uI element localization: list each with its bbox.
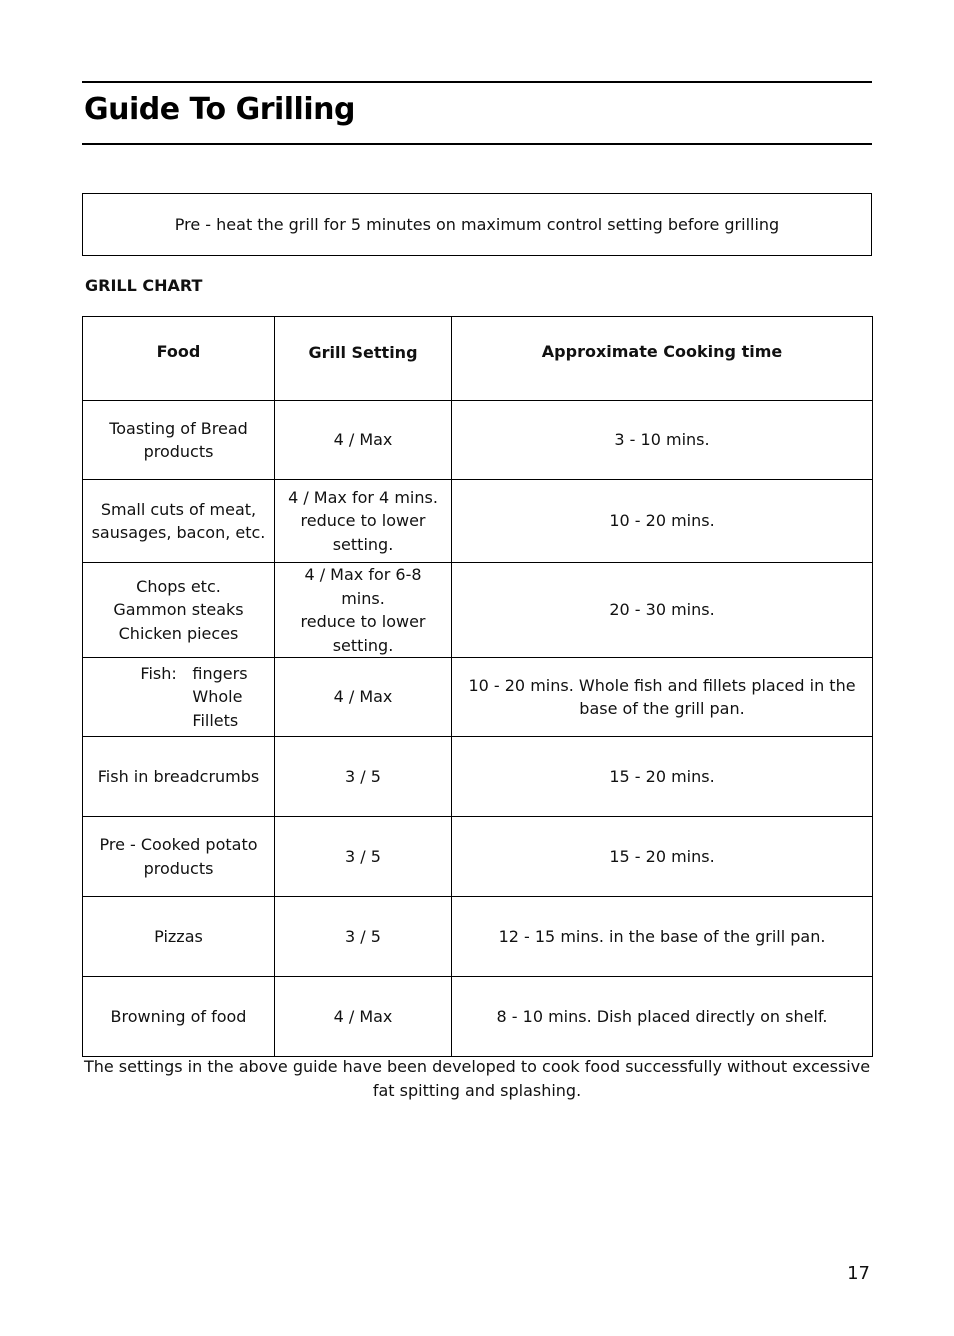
food-line: Pre - Cooked potato (99, 835, 258, 854)
food-cell (83, 563, 275, 658)
food-line: Pizzas (154, 926, 203, 946)
time-text: 10 - 20 mins. Whole fish and fillets placed in the base of the grill pan. (468, 675, 856, 718)
food-line: Browning of food (110, 1006, 247, 1026)
preheat-notice-text: Pre - heat the grill for 5 minutes on maximum control setting before grilling (174, 214, 780, 234)
food-line: Small cuts of meat, (100, 499, 257, 519)
food-cell (83, 897, 275, 977)
header-food: Food (83, 317, 275, 401)
table-row (83, 897, 873, 977)
setting-line: 4 / Max (333, 687, 393, 707)
table-row (83, 658, 873, 737)
table-row (83, 737, 873, 817)
table-row (83, 563, 873, 658)
table-row (83, 401, 873, 480)
setting-line: setting. (332, 534, 394, 554)
header-grill-setting: Grill Setting (275, 317, 452, 401)
time-cell (452, 480, 873, 563)
setting-cell (275, 563, 452, 658)
setting-line: reduce to lower (300, 511, 426, 531)
title-top-rule (82, 81, 872, 83)
time-cell (452, 563, 873, 658)
time-cell (452, 401, 873, 480)
fish-item: Fillets (192, 710, 239, 730)
time-text: 15 - 20 mins. (609, 846, 715, 866)
food-line: Chops etc. (136, 576, 221, 596)
food-line: Fish in breadcrumbs (97, 766, 260, 786)
food-cell (83, 401, 275, 480)
setting-line: 4 / Max (333, 1006, 393, 1026)
grill-chart-label: GRILL CHART (85, 276, 203, 295)
setting-line: 4 / Max (333, 430, 393, 450)
title-bottom-rule (82, 143, 872, 145)
time-text: 15 - 20 mins. (609, 766, 715, 786)
setting-cell (275, 401, 452, 480)
page-title: Guide To Grilling (84, 92, 355, 127)
time-cell (452, 737, 873, 817)
setting-cell (275, 817, 452, 897)
food-cell (83, 480, 275, 563)
food-cell (83, 658, 275, 737)
time-cell (452, 817, 873, 897)
fish-item: fingers (192, 663, 248, 683)
time-cell (452, 897, 873, 977)
setting-line: 4 / Max for 4 mins. (288, 487, 438, 507)
setting-line: reduce to lower (300, 612, 426, 631)
time-cell (452, 658, 873, 737)
setting-line: setting. (332, 635, 394, 655)
grill-chart-table (82, 316, 873, 1057)
fish-label: Fish: (140, 663, 177, 683)
time-text: 10 - 20 mins. (609, 511, 715, 531)
setting-line: 3 / 5 (345, 846, 381, 866)
food-line: sausages, bacon, etc. (91, 523, 266, 542)
setting-cell (275, 480, 452, 563)
page-number: 17 (847, 1263, 870, 1284)
header-cooking-time: Approximate Cooking time (452, 317, 873, 401)
fish-item: Whole (192, 687, 243, 707)
setting-cell (275, 658, 452, 737)
food-line: products (143, 858, 214, 878)
setting-cell (275, 737, 452, 817)
food-line: Chicken pieces (118, 623, 239, 643)
setting-line: 4 / Max for 6-8 mins. (304, 565, 422, 608)
table-row (83, 817, 873, 897)
table-row (83, 480, 873, 563)
setting-cell (275, 897, 452, 977)
setting-line: 3 / 5 (345, 926, 381, 946)
food-line: Gammon steaks (113, 600, 244, 620)
preheat-notice-box (82, 193, 872, 256)
grilling-footnote: The settings in the above guide have been developed to cook food successfully without excessive fat spitting and splashing. (83, 1057, 871, 1100)
food-line: Toasting of Bread (109, 418, 248, 438)
setting-line: 3 / 5 (345, 766, 381, 786)
table-header-row (83, 317, 873, 401)
fish-food-list (140, 662, 247, 733)
food-line: products (143, 442, 214, 461)
food-cell (83, 817, 275, 897)
table-row (83, 977, 873, 1057)
setting-cell (275, 977, 452, 1057)
time-text: 8 - 10 mins. Dish placed directly on shelf. (496, 1006, 828, 1026)
time-cell (452, 977, 873, 1057)
food-cell (83, 977, 275, 1057)
time-text: 20 - 30 mins. (609, 600, 715, 620)
time-text: 12 - 15 mins. in the base of the grill pan. (498, 926, 826, 946)
food-cell (83, 737, 275, 817)
time-text: 3 - 10 mins. (614, 430, 710, 450)
